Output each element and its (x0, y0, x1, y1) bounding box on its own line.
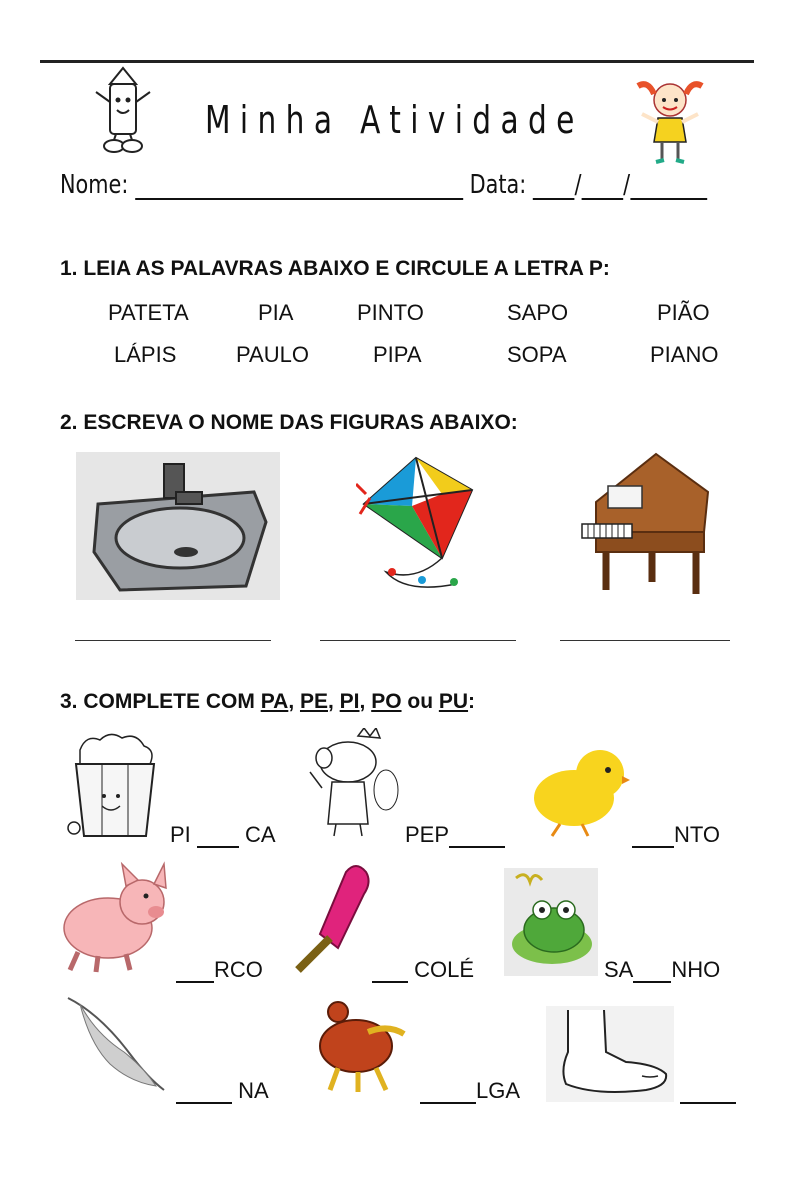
word-item[interactable]: SAPO (507, 300, 569, 325)
frog-image (504, 868, 598, 976)
feather-image (60, 994, 170, 1098)
date-year-field[interactable] (630, 170, 707, 200)
word-item[interactable]: PINTO (357, 300, 424, 325)
word-item[interactable]: PIA (258, 300, 294, 325)
name-date-line (60, 170, 707, 200)
chick-image (526, 744, 630, 838)
syllable-blank[interactable] (372, 963, 408, 983)
syllable-po: PO (371, 690, 402, 713)
pig-image (56, 858, 168, 976)
syllable-pe: PE (299, 690, 328, 713)
word-part: COLÉ (408, 957, 475, 982)
answer-blank[interactable] (320, 640, 516, 641)
piano-image (576, 446, 716, 598)
popcorn-image (66, 730, 162, 840)
separator: , (328, 690, 340, 713)
word-item[interactable]: SOPA (507, 342, 567, 367)
syllable-pi: PI (339, 690, 360, 713)
complete-word-4 (176, 957, 263, 983)
question-2-heading: 2. ESCREVA O NOME DAS FIGURAS ABAIXO: (60, 411, 518, 434)
top-rule (40, 60, 754, 63)
word-item[interactable]: PAULO (236, 342, 309, 367)
word-part: PI (170, 822, 197, 847)
name-field[interactable] (135, 170, 463, 200)
date-separator: / (623, 170, 631, 200)
complete-word-3 (632, 822, 720, 848)
page-title: Minha Atividade (205, 98, 584, 142)
word-part: RCO (214, 957, 263, 982)
word-part: NA (232, 1078, 269, 1103)
syllable-blank[interactable] (176, 963, 214, 983)
complete-word-6 (604, 957, 720, 983)
word-item[interactable]: PATETA (108, 300, 189, 325)
word-item[interactable]: PIANO (650, 342, 719, 367)
heading-text: 3. COMPLETE COM (60, 690, 261, 713)
popsicle-image (290, 864, 372, 974)
syllable-blank[interactable] (449, 828, 505, 848)
sink-image (76, 452, 280, 600)
name-label: Nome: (60, 170, 129, 200)
complete-word-9 (680, 1078, 736, 1104)
complete-word-5 (372, 957, 474, 983)
word-item[interactable]: LÁPIS (114, 342, 177, 367)
word-item[interactable]: PIÃO (657, 300, 710, 325)
complete-word-7 (176, 1078, 269, 1104)
syllable-blank[interactable] (420, 1084, 476, 1104)
colon: : (468, 690, 476, 713)
date-month-field[interactable] (581, 170, 623, 200)
date-label: Data: (469, 170, 527, 200)
word-part: PEP (405, 822, 450, 847)
syllable-blank[interactable] (632, 828, 674, 848)
word-part: NHO (671, 957, 721, 982)
question-1-heading: 1. LEIA AS PALAVRAS ABAIXO E CIRCULE A LETRA P: (60, 257, 610, 280)
complete-word-1 (170, 822, 276, 848)
date-separator: / (574, 170, 582, 200)
complete-word-8 (420, 1078, 520, 1104)
syllable-pu: PU (438, 690, 469, 713)
peppa-pig-image (302, 728, 402, 840)
foot-image (546, 1006, 674, 1102)
syllable-pa: PA (260, 690, 289, 713)
separator: , (288, 690, 300, 713)
kite-image (356, 454, 486, 600)
crayon-mascot-icon (88, 66, 158, 158)
flea-image (308, 994, 414, 1098)
date-day-field[interactable] (533, 170, 575, 200)
syllable-blank[interactable] (197, 828, 239, 848)
answer-blank[interactable] (560, 640, 730, 641)
or-word: ou (401, 690, 439, 713)
word-part: CA (238, 822, 276, 847)
syllable-blank[interactable] (680, 1084, 736, 1104)
separator: , (359, 690, 372, 713)
question-3-heading (60, 690, 475, 714)
syllable-blank[interactable] (176, 1084, 232, 1104)
word-item[interactable]: PIPA (373, 342, 422, 367)
word-part: LGA (476, 1078, 521, 1103)
complete-word-2 (405, 822, 505, 848)
word-part: SA (604, 957, 634, 982)
girl-illustration-icon (632, 74, 708, 166)
word-part: NTO (674, 822, 721, 847)
answer-blank[interactable] (75, 640, 271, 641)
syllable-blank[interactable] (633, 963, 671, 983)
